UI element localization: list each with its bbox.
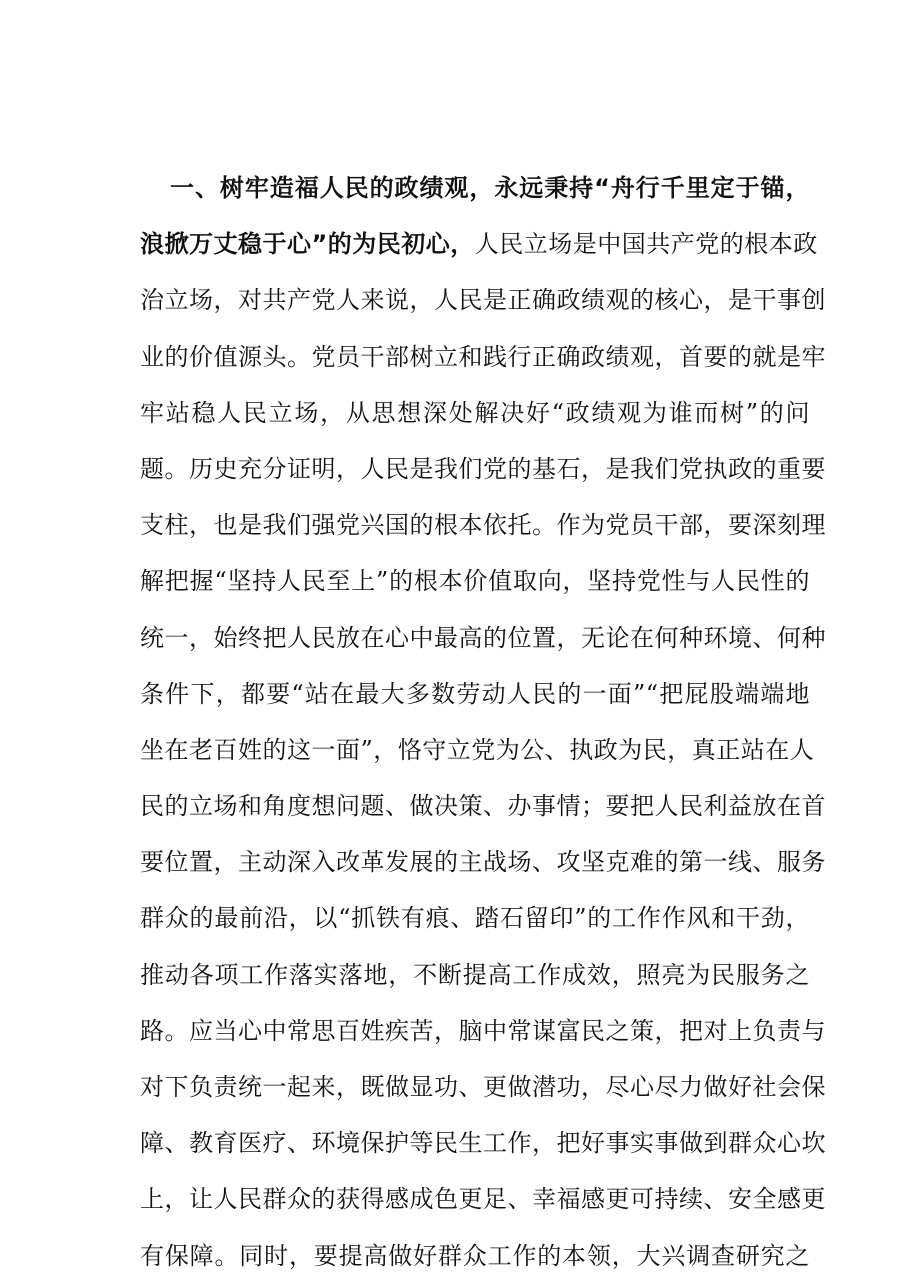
- line-text: 治立场，对共产党人来说，人民是正确政绩观的核心，是干事创: [140, 286, 826, 315]
- line-text: 对下负责统一起来，既做显功、更做潜功，尽心尽力做好社会保: [140, 1073, 826, 1101]
- text-line: [140, 1115, 826, 1171]
- line-text: 统一，始终把人民放在心中最高的位置，无论在何种环境、何种: [140, 623, 826, 652]
- line-text: 推动各项工作落实落地，不断提高工作成效，照亮为民服务之: [140, 960, 810, 989]
- line-text: 支柱，也是我们强党兴国的根本依托。作为党员干部，要深刻理: [140, 511, 826, 540]
- text-line: [140, 610, 826, 666]
- line-text: 牢站稳人民立场，从思想深处解决好“政绩观为谁而树”的问: [140, 398, 810, 427]
- line-text: 要位置，主动深入改革发展的主战场、攻坚克难的第一线、服务: [140, 848, 826, 877]
- line-text: 题。历史充分证明，人民是我们党的基石，是我们党执政的重要: [140, 454, 826, 483]
- text-line: [140, 497, 826, 553]
- text-line: [140, 778, 826, 834]
- text-line: [140, 722, 815, 778]
- text-line: [140, 272, 826, 328]
- line-text: 民的立场和角度想问题、做决策、办事情；要把人民利益放在首: [140, 792, 826, 821]
- text-line: [140, 1003, 826, 1059]
- text-line: [140, 947, 810, 1003]
- text-line: [140, 1228, 810, 1284]
- line-text: 条件下，都要“站在最大多数劳动人民的一面”“把屁股端端地: [140, 679, 810, 708]
- bold-heading-text: 一、树牢造福人民的政绩观，永远秉持“舟行千里定于锚，: [170, 174, 810, 202]
- text-line: [140, 216, 818, 272]
- text-line: [140, 553, 810, 609]
- text-line: [140, 666, 810, 722]
- body-paragraph: [140, 160, 826, 1284]
- text-line: [140, 890, 810, 946]
- line-text: 群众的最前沿，以“抓铁有痕、踏石留印”的工作作风和干劲，: [140, 904, 810, 933]
- line-text: 障、教育医疗、环境保护等民生工作，把好事实事做到群众心坎: [140, 1129, 826, 1158]
- text-line: [140, 1171, 826, 1227]
- line-text: 人民立场是中国共产党的根本政: [474, 230, 818, 259]
- line-text: 上，让人民群众的获得感成色更足、幸福感更可持续、安全感更: [140, 1185, 826, 1214]
- line-text: 解把握“坚持人民至上”的根本价值取向，坚持党性与人民性的: [140, 567, 810, 596]
- text-line: [140, 329, 826, 385]
- text-line: [140, 385, 810, 441]
- text-line: [140, 441, 826, 497]
- line-text: 有保障。同时，要提高做好群众工作的本领，大兴调查研究之: [140, 1241, 810, 1270]
- text-line: [140, 1059, 826, 1115]
- bold-heading-text: 浪掀万丈稳于心”的为民初心，: [140, 230, 475, 259]
- line-text: 路。应当心中常思百姓疾苦，脑中常谋富民之策，把对上负责与: [140, 1016, 826, 1045]
- text-line: [140, 834, 826, 890]
- text-line: [140, 160, 810, 216]
- line-text: 业的价值源头。党员干部树立和践行正确政绩观，首要的就是牢: [140, 342, 826, 371]
- line-text: 坐在老百姓的这一面”，恪守立党为公、执政为民，真正站在人: [140, 735, 815, 764]
